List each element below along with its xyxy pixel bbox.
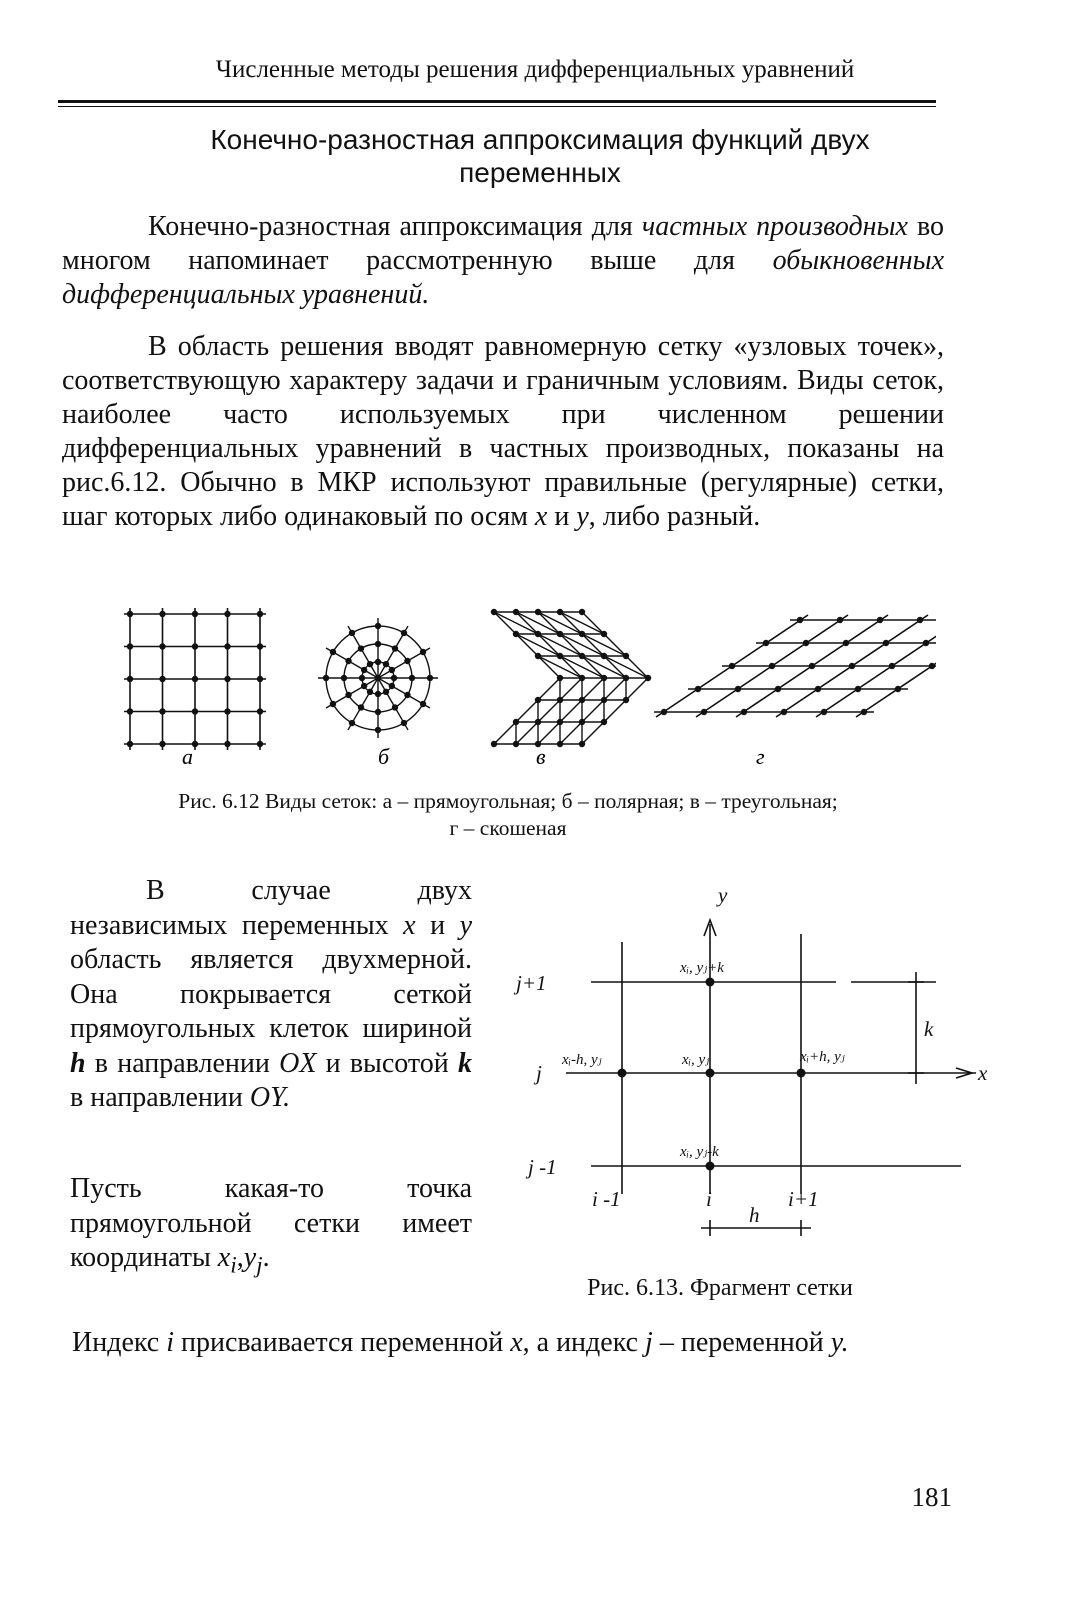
text: В случае двух независимых переменных xyxy=(70,875,472,941)
tri-node xyxy=(535,609,541,615)
tri-edge xyxy=(582,634,626,656)
paragraph-4 xyxy=(70,1172,472,1283)
polar-node xyxy=(401,720,407,726)
col-label-i: i xyxy=(706,1187,712,1211)
tri-edge xyxy=(582,656,626,678)
tri-edge xyxy=(516,634,538,656)
tri-node xyxy=(535,719,541,725)
tri-node xyxy=(513,719,519,725)
row-label-j: j xyxy=(536,1061,542,1085)
axis-ox: OX xyxy=(279,1047,317,1079)
tri-edge xyxy=(516,612,538,634)
var-x: x xyxy=(217,1242,231,1273)
label-a: а xyxy=(182,744,193,769)
tri-edge xyxy=(582,612,604,634)
text: и xyxy=(415,909,460,941)
grid-node xyxy=(159,708,165,714)
tri-edge xyxy=(582,678,604,700)
tri-node xyxy=(601,697,607,703)
polar-node xyxy=(349,630,355,636)
figure-6-12-caption xyxy=(58,788,958,842)
tri-edge xyxy=(626,678,648,700)
tri-edge xyxy=(560,612,604,634)
var-x: x xyxy=(510,1327,523,1358)
grid-node xyxy=(127,741,133,747)
text: Пусть какая-то точка прямоугольной сетки имеет координаты xyxy=(70,1173,472,1273)
var-x: x xyxy=(403,909,416,941)
figure-6-13-caption: Рис. 6.13. Фрагмент сетки xyxy=(587,1275,853,1301)
grid-node xyxy=(224,708,230,714)
grid-node xyxy=(224,676,230,682)
polar-node xyxy=(330,701,336,707)
tri-edge xyxy=(604,700,626,722)
grid-polar xyxy=(318,618,438,738)
tri-edge xyxy=(538,722,560,744)
grid-node xyxy=(127,708,133,714)
tri-node xyxy=(579,697,585,703)
polar-node xyxy=(361,667,367,673)
tri-edge xyxy=(516,612,560,634)
col-label-ip1: i+1 xyxy=(788,1187,819,1211)
caption-line-1: Рис. 6.12 Виды сеток: а – прямоугольная; б – полярная; в – треугольная; xyxy=(178,789,838,813)
node-label-right: xᵢ+h, yⱼ xyxy=(800,1049,845,1065)
polar-node xyxy=(409,675,415,681)
tri-edge xyxy=(538,634,560,656)
caption-line-2: г – скошеная xyxy=(449,816,567,840)
page-number: 181 xyxy=(911,1482,952,1512)
tri-node xyxy=(535,631,541,637)
polar-node xyxy=(345,692,351,698)
text: во многом напоминает рассмотренную выше для xyxy=(62,211,945,276)
node-bottom xyxy=(706,1162,715,1171)
polar-node xyxy=(323,675,329,681)
node-right xyxy=(797,1069,806,1078)
polar-node xyxy=(358,704,364,710)
tri-edge xyxy=(604,656,648,678)
paragraph-1 xyxy=(62,210,944,312)
header-rule-thick xyxy=(58,100,936,103)
grid-node xyxy=(257,708,263,714)
tri-node xyxy=(579,609,585,615)
grid-node xyxy=(127,643,133,649)
polar-node xyxy=(375,623,381,629)
tri-edge xyxy=(494,612,538,634)
grid-node xyxy=(257,643,263,649)
tri-edge xyxy=(604,678,626,700)
polar-node xyxy=(392,704,398,710)
polar-node xyxy=(367,661,373,667)
text: область является двухмерной. Она покрывается сеткой прямоугольных клеток шириной xyxy=(70,944,472,1044)
tri-edge xyxy=(560,612,582,634)
grid-node xyxy=(192,708,198,714)
polar-node xyxy=(367,689,373,695)
tri-edge xyxy=(538,656,560,678)
tri-edge xyxy=(604,656,626,678)
tri-edge xyxy=(538,700,560,722)
tri-node xyxy=(557,631,563,637)
tri-node xyxy=(601,653,607,659)
var-k: k xyxy=(457,1047,472,1079)
polar-node xyxy=(330,649,336,655)
grid-node xyxy=(127,611,133,617)
tri-edge xyxy=(516,722,538,744)
tri-edge xyxy=(560,656,604,678)
polar-node xyxy=(375,659,381,665)
polar-node xyxy=(420,649,426,655)
grid-node xyxy=(224,741,230,747)
grid-rectangular xyxy=(124,608,266,750)
var-h: h xyxy=(70,1047,86,1079)
tri-edge xyxy=(538,612,582,634)
polar-node xyxy=(375,691,381,697)
polar-node xyxy=(420,701,426,707)
node-left xyxy=(618,1069,627,1078)
node-label-left: xᵢ-h, yⱼ xyxy=(562,1052,602,1068)
grid-node xyxy=(192,611,198,617)
label-b: б xyxy=(378,744,390,769)
grid-node xyxy=(224,611,230,617)
paragraph-3 xyxy=(70,874,472,1116)
text: – переменной xyxy=(652,1327,831,1358)
polar-center xyxy=(375,675,381,681)
text: , xyxy=(236,1242,244,1273)
polar-node xyxy=(404,658,410,664)
var-j: j xyxy=(645,1327,653,1358)
tri-node xyxy=(601,631,607,637)
tri-edge xyxy=(516,634,560,656)
grid-node xyxy=(257,611,263,617)
polar-node xyxy=(389,683,395,689)
polar-node xyxy=(375,641,381,647)
row-label-jp1: j+1 xyxy=(516,971,547,995)
grid-skewed xyxy=(654,615,936,717)
step-h-label: h xyxy=(749,1203,760,1227)
grid-node xyxy=(257,741,263,747)
axis-x-label: x xyxy=(978,1061,988,1085)
col-label-im1: i -1 xyxy=(592,1187,621,1211)
tri-node xyxy=(579,653,585,659)
figure-6-12 xyxy=(116,604,936,774)
text: Индекс xyxy=(72,1327,167,1358)
tri-node xyxy=(491,609,497,615)
text: , а индекс xyxy=(522,1327,646,1358)
tri-node xyxy=(623,653,629,659)
tri-node xyxy=(579,719,585,725)
polar-node xyxy=(404,692,410,698)
grid-node xyxy=(192,643,198,649)
running-header: Численные методы решения дифференциальных уравнений xyxy=(215,56,855,83)
text: и высотой xyxy=(316,1047,458,1079)
axis-oy: OY. xyxy=(249,1082,291,1113)
tri-edge xyxy=(560,656,582,678)
tri-node xyxy=(557,609,563,615)
polar-node xyxy=(375,727,381,733)
text: . xyxy=(262,1242,270,1273)
tri-edge xyxy=(582,700,604,722)
tri-edge xyxy=(516,700,538,722)
tri-node xyxy=(557,697,563,703)
paragraph-5 xyxy=(72,1327,962,1359)
var-y: y. xyxy=(830,1327,849,1358)
axis-y-label: y xyxy=(718,884,728,907)
tri-node xyxy=(557,653,563,659)
var-y: y xyxy=(459,909,472,941)
tri-edge xyxy=(582,634,604,656)
label-g: г xyxy=(756,744,765,769)
tri-edge xyxy=(494,722,516,744)
italic-term: частных производных xyxy=(641,211,908,242)
tri-node xyxy=(645,675,651,681)
tri-node xyxy=(557,675,563,681)
var-y: y xyxy=(576,501,589,532)
paragraph-2 xyxy=(62,330,944,534)
tri-node xyxy=(601,719,607,725)
text: и xyxy=(547,501,577,532)
polar-node xyxy=(427,675,433,681)
text: в направлении xyxy=(85,1047,280,1079)
figure-6-13 xyxy=(506,884,996,1264)
text: в направлении xyxy=(70,1082,250,1113)
tri-node xyxy=(513,609,519,615)
polar-node xyxy=(392,645,398,651)
tri-node xyxy=(579,741,585,747)
tri-node xyxy=(601,675,607,681)
text: В область решения вводят равномерную сетку «узловых точек», соответствующую характеру задачи и граничным условиям. Виды сеток, наиболее часто используемых при численном решении дифференциальных уравнений в частных производных, показаны на рис.6.12. Обычно в МКР используют правильные (регулярные) сетки, шаг которых либо одинаковый по осям xyxy=(62,331,944,532)
node-center xyxy=(706,1069,715,1078)
tri-node xyxy=(579,675,585,681)
sub-i: i xyxy=(230,1252,237,1279)
var-i: i xyxy=(166,1327,174,1358)
grid-node xyxy=(159,676,165,682)
tri-node xyxy=(579,631,585,637)
polar-node xyxy=(359,675,365,681)
tri-node xyxy=(535,653,541,659)
polar-node xyxy=(349,720,355,726)
node-label-top: xᵢ, yⱼ+k xyxy=(680,960,724,976)
tri-node xyxy=(535,697,541,703)
tri-node xyxy=(513,741,519,747)
grid-node xyxy=(159,643,165,649)
row-label-jm1: j -1 xyxy=(528,1155,557,1179)
var-y: y xyxy=(243,1242,257,1273)
tri-edge xyxy=(604,634,626,656)
polar-node xyxy=(375,709,381,715)
text: , либо разный. xyxy=(588,501,761,532)
polar-node xyxy=(345,658,351,664)
italic-term: обыкновенных дифференциальных уравнений. xyxy=(62,245,944,310)
tri-node xyxy=(557,719,563,725)
polar-node xyxy=(391,675,397,681)
step-k-label: k xyxy=(924,1017,934,1041)
tri-edge xyxy=(626,656,648,678)
tri-node xyxy=(491,741,497,747)
polar-node xyxy=(361,683,367,689)
tri-edge xyxy=(538,612,560,634)
tri-edge xyxy=(582,656,604,678)
tri-edge xyxy=(494,612,516,634)
tri-edge xyxy=(582,722,604,744)
tri-node xyxy=(623,697,629,703)
grid-node xyxy=(127,676,133,682)
grid-node xyxy=(159,741,165,747)
node-label-bottom: xᵢ, yⱼ-k xyxy=(680,1144,719,1160)
tri-node xyxy=(623,675,629,681)
tri-node xyxy=(557,741,563,747)
polar-node xyxy=(389,667,395,673)
tri-edge xyxy=(538,634,582,656)
grid-triangular xyxy=(491,609,651,747)
text: Конечно-разностная аппроксимация для xyxy=(148,211,642,242)
text: присваивается переменной xyxy=(174,1327,511,1358)
tri-node xyxy=(513,631,519,637)
label-v: в xyxy=(536,744,546,769)
tri-edge xyxy=(560,634,582,656)
polar-node xyxy=(341,675,347,681)
section-title: Конечно-разностная аппроксимация функций двух переменных xyxy=(210,124,870,188)
polar-node xyxy=(383,689,389,695)
tri-edge xyxy=(560,700,582,722)
tri-edge xyxy=(560,634,604,656)
polar-node xyxy=(358,645,364,651)
node-top xyxy=(706,978,715,987)
tri-edge xyxy=(560,722,582,744)
polar-node xyxy=(383,661,389,667)
tri-edge xyxy=(538,678,560,700)
sub-j: j xyxy=(256,1252,263,1279)
grid-node xyxy=(159,611,165,617)
header-rule-thin xyxy=(58,106,936,107)
grid-node xyxy=(224,643,230,649)
grid-node xyxy=(192,676,198,682)
tri-edge xyxy=(538,656,582,678)
grid-node xyxy=(257,676,263,682)
tri-edge xyxy=(560,678,582,700)
node-label-center: xᵢ, yⱼ xyxy=(682,1052,710,1068)
var-x: x xyxy=(534,501,548,532)
polar-node xyxy=(401,630,407,636)
